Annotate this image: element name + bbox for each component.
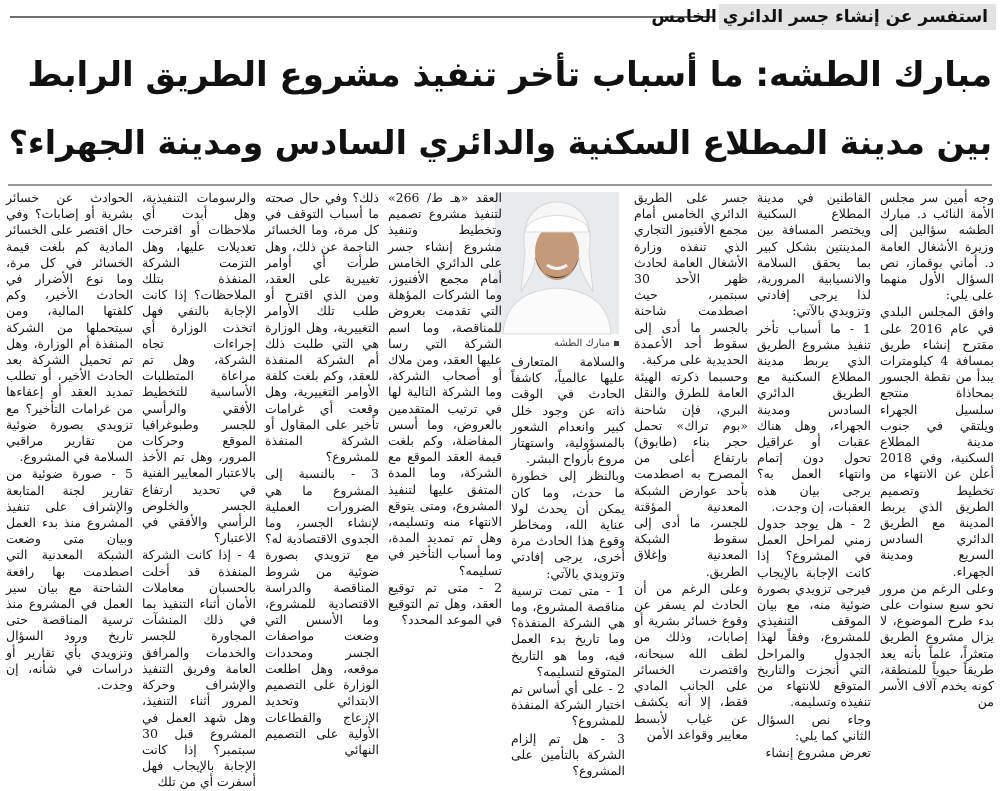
paragraph: ذلك؟ وفي حال صحته ما أسباب التوقف في كل مرة، وما الخسائر الناجمة عن ذلك، وهل طرأت أي أوامر تغييرية على العقد، ومن الذي اقترح أو طلب تلك الأوامر التغييرية، وهل الوزارة هي التي طلبت ذلك أم الشركة المنفذة للعقد، وكم بلغت كلفة الأوامر التغييرية، وهل وقعت أي غرامات تأخير على المقاول أو الشركة المنفذة للمشروع؟ [265,190,379,465]
article-column-6 [265,190,379,757]
paragraph: 3 - هل تم إلزام الشركة بالتأمين على المشروع؟ [511,730,625,779]
article-column-7 [142,190,256,790]
paragraph: 4 - إذا كانت الشركة المنفذة قد أخلت بالحسبان معاملات الأمان أثناء التنفيذ بما في ذلك المنشآت المجاورة للجسر والخدمات والمرافق العامة وفريق التنفيذ والإشراف وحركة المرور أثناء التنفيذ، وهل شهد العمل في المشروع قبل 30 سبتمبر؟ إذا كانت الإجابة بالإيجاب فهل أسفرت أي من تلك [142,547,256,790]
photo-caption-text: مبارك الطشه [554,338,610,349]
paragraph: القاطنين في مدينة المطلاع السكنية ويختصر المسافة بين المدينتين بشكل كبير بما يحقق السلامة والانسيابية المرورية، لذا يرجى إفادتي وتزويدي بالآتي: [757,190,871,319]
paragraph: العقد «هـ ط/ 266» لتنفيذ مشروع تصميم وتخطيط وتنفيذ مشروع إنشاء جسر على الدائري الخامس أمام مجمع الأفنيوز، وما الشركات المؤهلة التي تقدمت بعروض للمناقصة، وما اسم الشركة التي رسا عليها العقد، ومن ملاك أو أصحاب الشركة، وما الشركة التالية لها في ترتيب المتقدمين بالعروض، وما أسس المفاضلة، وكم بلغت قيمة العقد الموقع مع الشركة، وما المدة المتفق عليها لتنفيذ المشروع، ومتى يتوقع الانتهاء منه وتسليمه، وهل تم تمديد المدة، وما أسباب التأخير في تسليمه؟ [388,190,502,578]
paragraph: وافق المجلس البلدي في عام 2016 على مقترح إنشاء طريق بمسافة 4 كيلومترات يبدأ من نقطة الجسور بمحاذاة منتجع سلسيل الجهراء ويلتقي في جنوب مدينة المطلاع السكنية، وفي 2018 أعلن عن الانتهاء من تخطيط وتصميم الطريق الذي يربط المدينة مع الطريق الدائري السادس السريع ومدينة الجهراء. [880,304,994,579]
paragraph: وعلى الرغم من مرور نحو سبع سنوات على بدء طرح الموضوع، لا يزال مشروع الطريق متعثراً، علماً بأنه يعد طريقاً حيوياً للمنطقة، كونه يخدم آلاف الأسر من [880,580,994,710]
paragraph: وحسبما ذكرته الهيئة العامة للطرق والنقل البري، فإن شاحنة «بوم تراك» تحمل حجر بناء (طابوق) بارتفاع أعلى من المصرح به اصطدمت بأحد عوارض الشبكة المعدنية المؤقتة للجسر، ما أدى إلى سقوط الشبكة المعدنية وإغلاق الطريق. [634,369,748,579]
paragraph: 2 - متى تم توقيع العقد، وهل تم التوقيع في الموعد المحدد؟ [388,579,502,628]
article-column-3 [634,190,748,742]
headline-line-2: بين مدينة المطلاع السكنية والدائري السادس ومدينة الجهراء؟ [8,123,992,162]
paragraph: وبالنظر إلى خطورة ما حدث، وما كان يمكن أن يحدث لولا عناية الله، ومخاطر وقوع هذا الحادث مرة أخرى، يرجى إفادتي وتزويدي بالآتي: [511,468,625,581]
article-column-4 [511,354,625,779]
paragraph: والسلامة المتعارف عليها عالمياً، كاشفاً الحادث في الوقت ذاته عن وجود خلل كبير وانعدام الشعور بالمسؤولية، واستهتار مروع بأرواح البشر. [511,354,625,467]
paragraph: جسر على الطريق الدائري الخامس أمام مجمع الأفنيوز التجاري الذي تنفذه وزارة الأشغال العامة لحادث ظهر الأحد 30 سبتمبر، حيث اصطدمت شاحنة بالجسر ما أدى إلى سقوط أحد الأعمدة الحديدية على مركبة. [634,190,748,368]
headline-divider [8,184,992,186]
article-column-8 [6,190,133,693]
paragraph: 5 - صورة ضوئية من تقارير لجنة المتابعة والإشراف على تنفيذ المشروع منذ بدء العمل وبيان متى وضعت الشبكة المعدنية التي اصطدمت بها رافعة الشاحنة مع بيان سير العمل في المشروع منذ ترسية المناقصة حتى تاريخ ورود السؤال وتزويدي بأي تقارير أو دراسات في شأنه، إن وجدت. [6,466,133,693]
article-column-2 [757,190,871,760]
kicker: استفسر عن إنشاء جسر الدائري الخامس [719,4,996,30]
kicker-rule [10,16,715,18]
paragraph: وجه أمين سر مجلس الأمة النائب د. مبارك الطشه سؤالين إلى وزيرة الأشغال العامة د. أماني بوقماز، نص السؤال الأول منهما على يلي: [880,190,994,303]
kicker-bar [0,0,1000,34]
article-column-5 [388,190,502,628]
paragraph: 1 - ما أسباب تأخر تنفيذ مشروع الطريق الذي يربط مدينة المطلاع السكنية مع الطريق الدائري السادس ومدينة الجهراء، وهل هناك عقبات أو عراقيل تحول دون إتمام وانتهاء العمل به؟ يرجى بيان هذه العقبات، إن وجدت. [757,320,871,514]
paragraph: وجاء نص السؤال الثاني كما يلي: [757,711,871,743]
paragraph: الحوادث عن خسائر بشرية أو إصابات؟ وفي حال اقتصر على الخسائر المادية كم بلغت قيمة الخسائر في كل مرة، وما نوع الأضرار في الحادث الأخير، وكم كلفتها المالية، ومن سيتحملها من الشركة المنفذة أم الوزارة، وهل تم تحميل الشركة بعد الحادث الأخير، أو تطلب تمديد العقد أو إعفاءها من غرامات التأخير؟ مع تزويدي بصورة ضوئية من تقارير مراقبي السلامة في المشروع. [6,190,133,465]
paragraph: 2 - على أي أساس تم اختيار الشركة المنفذة للمشروع؟ [511,681,625,729]
paragraph: وعلى الرغم من أن الحادث لم يسفر عن وقوع خسائر بشرية أو إصابات، وذلك من لطف الله سبحانه، واقتصرت الخسائر على الجانب المادي فقط، إلا أنه يكشف عن غياب لأبسط معايير وقواعد الأمن [634,580,748,742]
paragraph: 1 - متى تمت ترسية مناقصة المشروع، وما هي الشركة المنفذة؟ وما تاريخ بدء العمل فيه، وما هو التاريخ المتوقع لتسليمه؟ [511,582,625,679]
headline-line-1: مبارك الطشه: ما أسباب تأخر تنفيذ مشروع الطريق الرابط [27,55,992,95]
paragraph: تعرض مشروع إنشاء [765,744,871,760]
paragraph: 2 - هل يوجد جدول زمني لمراحل العمل في المشروع؟ إذا كانت الإجابة بالإيجاب فيرجى تزويدي بصورة ضوئية منه، مع بيان الموقف التنفيذي للمشروع، وفقاً لهذا الجدول والمراحل التي أنجزت والتاريخ المتوقع للانتهاء من تنفيذه وتسليمه. [757,516,871,710]
paragraph: والرسومات التنفيذية، وهل أبدت أي ملاحظات أو اقترحت تعديلات عليها، وهل التزمت الشركة المنفذة بتلك الملاحظات؟ إذا كانت الإجابة بالنفي فهل اتخذت الوزارة أي إجراءات تجاه الشركة، وهل تم مراعاة المتطلبات الأساسية للتخطيط الأفقي والرأسي للجسر وطبوغرافيا الموقع وحركات المرور، وهل تم الأخذ بالاعتبار المعايير الفنية في تحديد ارتفاع الجسر والخلوص الرأسي والأفقي في الاعتبار؟ [142,190,256,546]
paragraph: 3 - بالنسبة إلى المشروع ما هي الضرورات العملية لإنشاء الجسر، وما الجدوى الاقتصادية له؟ مع تزويدي بصورة ضوئية من شروط المناقصة والدراسة الاقتصادية للمشروع، وما الأسس التي وضعت مواصفات الجسر ومحددات موقعه، وهل اطلعت الوزارة على التصميم الابتدائي وتحديد الإزعاج والقطاعات الأولية على التصميم النهائي [265,466,379,757]
article-body [6,190,994,790]
article-column-1 [880,190,994,710]
